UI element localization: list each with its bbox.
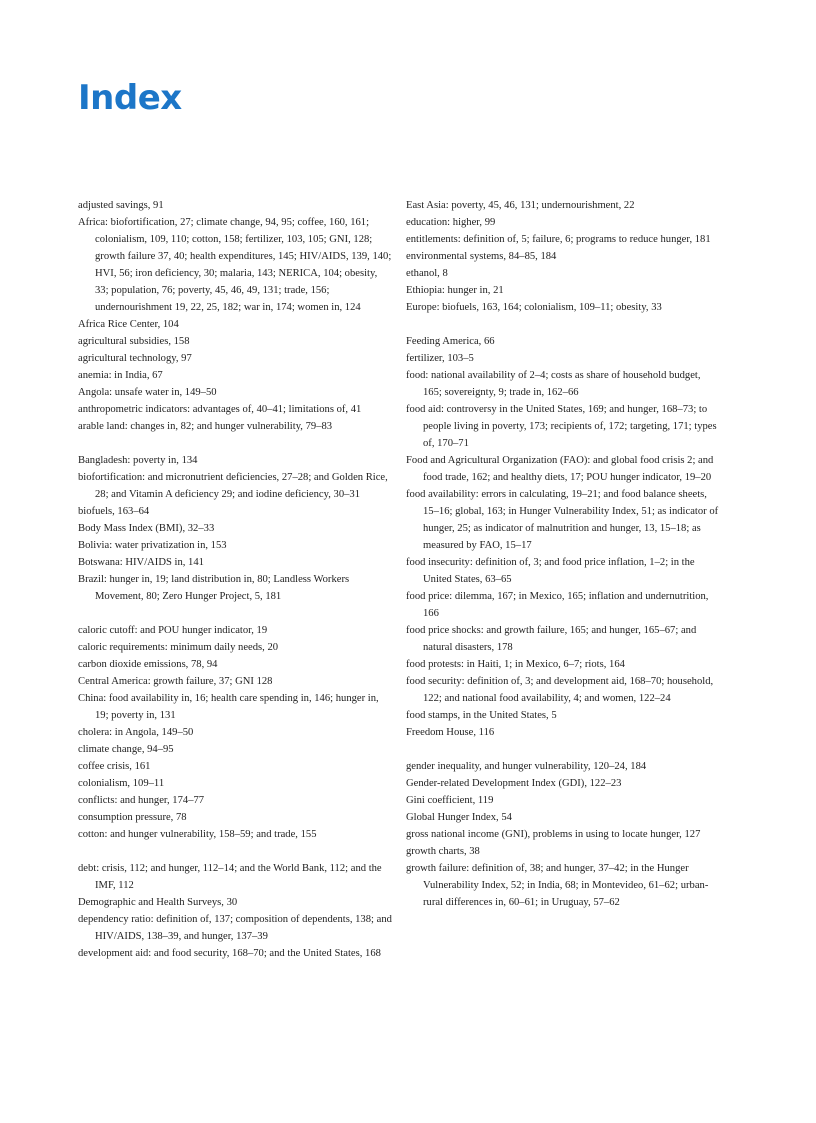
index-entry: climate change, 94–95 <box>78 744 174 755</box>
index-entry: Gini coefficient, 119 <box>406 795 494 806</box>
index-entry: development aid: and food security, 168–70; and the United States, 168 <box>78 948 381 959</box>
index-entry: Demographic and Health Surveys, 30 <box>78 897 238 908</box>
index-entry: debt: crisis, 112; and hunger, 112–14; and the World Bank, 112; and the IMF, 112 <box>78 863 382 891</box>
index-entry: coffee crisis, 161 <box>78 761 151 772</box>
index-entry: food availability: errors in calculating, 19–21; and food balance sheets, 15–16; global, 163; in Hunger Vulnerability Index, 51; as indicator of hunger, 25; as indicator of malnutrition and hunger, 13, 15–18; as measured by FAO, 15–17 <box>406 489 719 551</box>
index-entry: Food and Agricultural Organization (FAO): and global food crisis 2; and food trade, 162; and healthy diets, 17; POU hunger indicator, 19–20 <box>406 455 714 483</box>
index-entry: growth failure: definition of, 38; and hunger, 37–42; in the Hunger Vulnerability Index, 52; in India, 68; in Montevideo, 61–62; urban-rural differences in, 60–61; in Uruguay, 57–62 <box>406 863 709 908</box>
index-entry: food insecurity: definition of, 3; and food price inflation, 1–2; in the United States, 63–65 <box>406 557 695 585</box>
index-column-right <box>406 197 721 928</box>
index-entry: agricultural technology, 97 <box>78 353 192 364</box>
index-entry: Feeding America, 66 <box>406 336 495 347</box>
index-entry: adjusted savings, 91 <box>78 200 164 211</box>
index-entry: gross national income (GNI), problems in using to locate hunger, 127 <box>406 829 701 840</box>
index-entry: anthropometric indicators: advantages of, 40–41; limitations of, 41 <box>78 404 362 415</box>
index-letter-group <box>406 758 721 911</box>
index-entry: gender inequality, and hunger vulnerability, 120–24, 184 <box>406 761 647 772</box>
index-entry: entitlements: definition of, 5; failure, 6; programs to reduce hunger, 181 <box>406 234 711 245</box>
index-entry: fertilizer, 103–5 <box>406 353 474 364</box>
index-entry: Brazil: hunger in, 19; land distribution in, 80; Landless Workers Movement, 80; Zero Hunger Project, 5, 181 <box>78 574 350 602</box>
index-entry: food: national availability of 2–4; costs as share of household budget, 165; sovereignty, 9; trade in, 162–66 <box>406 370 701 398</box>
index-entry: carbon dioxide emissions, 78, 94 <box>78 659 218 670</box>
index-entry: biofuels, 163–64 <box>78 506 150 517</box>
index-entry: Freedom House, 116 <box>406 727 495 738</box>
index-entry: food price: dilemma, 167; in Mexico, 165; inflation and undernutrition, 166 <box>406 591 709 619</box>
index-entry: arable land: changes in, 82; and hunger vulnerability, 79–83 <box>78 421 333 432</box>
index-entry: Gender-related Development Index (GDI), 122–23 <box>406 778 622 789</box>
index-entry: Bangladesh: poverty in, 134 <box>78 455 198 466</box>
index-column-left <box>78 197 393 979</box>
page-title: Index <box>78 78 182 118</box>
index-entry: cotton: and hunger vulnerability, 158–59; and trade, 155 <box>78 829 317 840</box>
index-entry: anemia: in India, 67 <box>78 370 163 381</box>
index-entry: biofortification: and micronutrient deficiencies, 27–28; and Golden Rice, 28; and Vitamin A deficiency 29; and iodine deficiency, 30–31 <box>78 472 388 500</box>
index-entry: caloric requirements: minimum daily needs, 20 <box>78 642 279 653</box>
index-letter-group <box>78 197 393 435</box>
index-entry: Body Mass Index (BMI), 32–33 <box>78 523 215 534</box>
index-entry: food protests: in Haiti, 1; in Mexico, 6–7; riots, 164 <box>406 659 625 670</box>
index-entry: Europe: biofuels, 163, 164; colonialism, 109–11; obesity, 33 <box>406 302 662 313</box>
index-entry: food stamps, in the United States, 5 <box>406 710 557 721</box>
index-entry: conflicts: and hunger, 174–77 <box>78 795 205 806</box>
index-entry: China: food availability in, 16; health care spending in, 146; hunger in, 19; poverty in, 131 <box>78 693 379 721</box>
index-entry: East Asia: poverty, 45, 46, 131; undernourishment, 22 <box>406 200 635 211</box>
index-letter-group <box>78 860 393 962</box>
index-letter-group <box>78 622 393 843</box>
index-entry: ethanol, 8 <box>406 268 448 279</box>
index-entry: Angola: unsafe water in, 149–50 <box>78 387 217 398</box>
index-entry: caloric cutoff: and POU hunger indicator, 19 <box>78 625 268 636</box>
index-entry: Africa Rice Center, 104 <box>78 319 179 330</box>
index-letter-group <box>406 333 721 741</box>
index-entry: growth charts, 38 <box>406 846 480 857</box>
index-entry: Ethiopia: hunger in, 21 <box>406 285 504 296</box>
index-entry: food price shocks: and growth failure, 165; and hunger, 165–67; and natural disasters, 178 <box>406 625 697 653</box>
index-entry: food security: definition of, 3; and development aid, 168–70; household, 122; and national food availability, 4; and women, 122–24 <box>406 676 714 704</box>
index-entry: colonialism, 109–11 <box>78 778 165 789</box>
index-entry: dependency ratio: definition of, 137; composition of dependents, 138; and HIV/AIDS, 138–39, and hunger, 137–39 <box>78 914 392 942</box>
index-entry: food aid: controversy in the United States, 169; and hunger, 168–73; to people living in poverty, 173; recipients of, 172; targeting, 171; types of, 170–71 <box>406 404 717 449</box>
index-entry: environmental systems, 84–85, 184 <box>406 251 557 262</box>
index-entry: cholera: in Angola, 149–50 <box>78 727 194 738</box>
index-entry: Africa: biofortification, 27; climate change, 94, 95; coffee, 160, 161; colonialism, 109, 110; cotton, 158; fertilizer, 103, 105; GNI, 128; growth failure 37, 40; health expenditures, 145; HIV/AIDS, 139, 140; HVI, 56; iron deficiency, 30; malaria, 143; NERICA, 104; obesity, 33; population, 76; poverty, 45, 46, 49, 131; trade, 156; undernourishment 19, 22, 25, 182; war in, 174; women in, 124 <box>78 217 392 313</box>
index-entry: Bolivia: water privatization in, 153 <box>78 540 227 551</box>
index-entry: Global Hunger Index, 54 <box>406 812 512 823</box>
index-entry: agricultural subsidies, 158 <box>78 336 190 347</box>
index-entry: Botswana: HIV/AIDS in, 141 <box>78 557 204 568</box>
index-letter-group <box>78 452 393 605</box>
index-entry: Central America: growth failure, 37; GNI 128 <box>78 676 273 687</box>
index-letter-group <box>406 197 721 316</box>
index-entry: education: higher, 99 <box>406 217 496 228</box>
index-entry: consumption pressure, 78 <box>78 812 187 823</box>
